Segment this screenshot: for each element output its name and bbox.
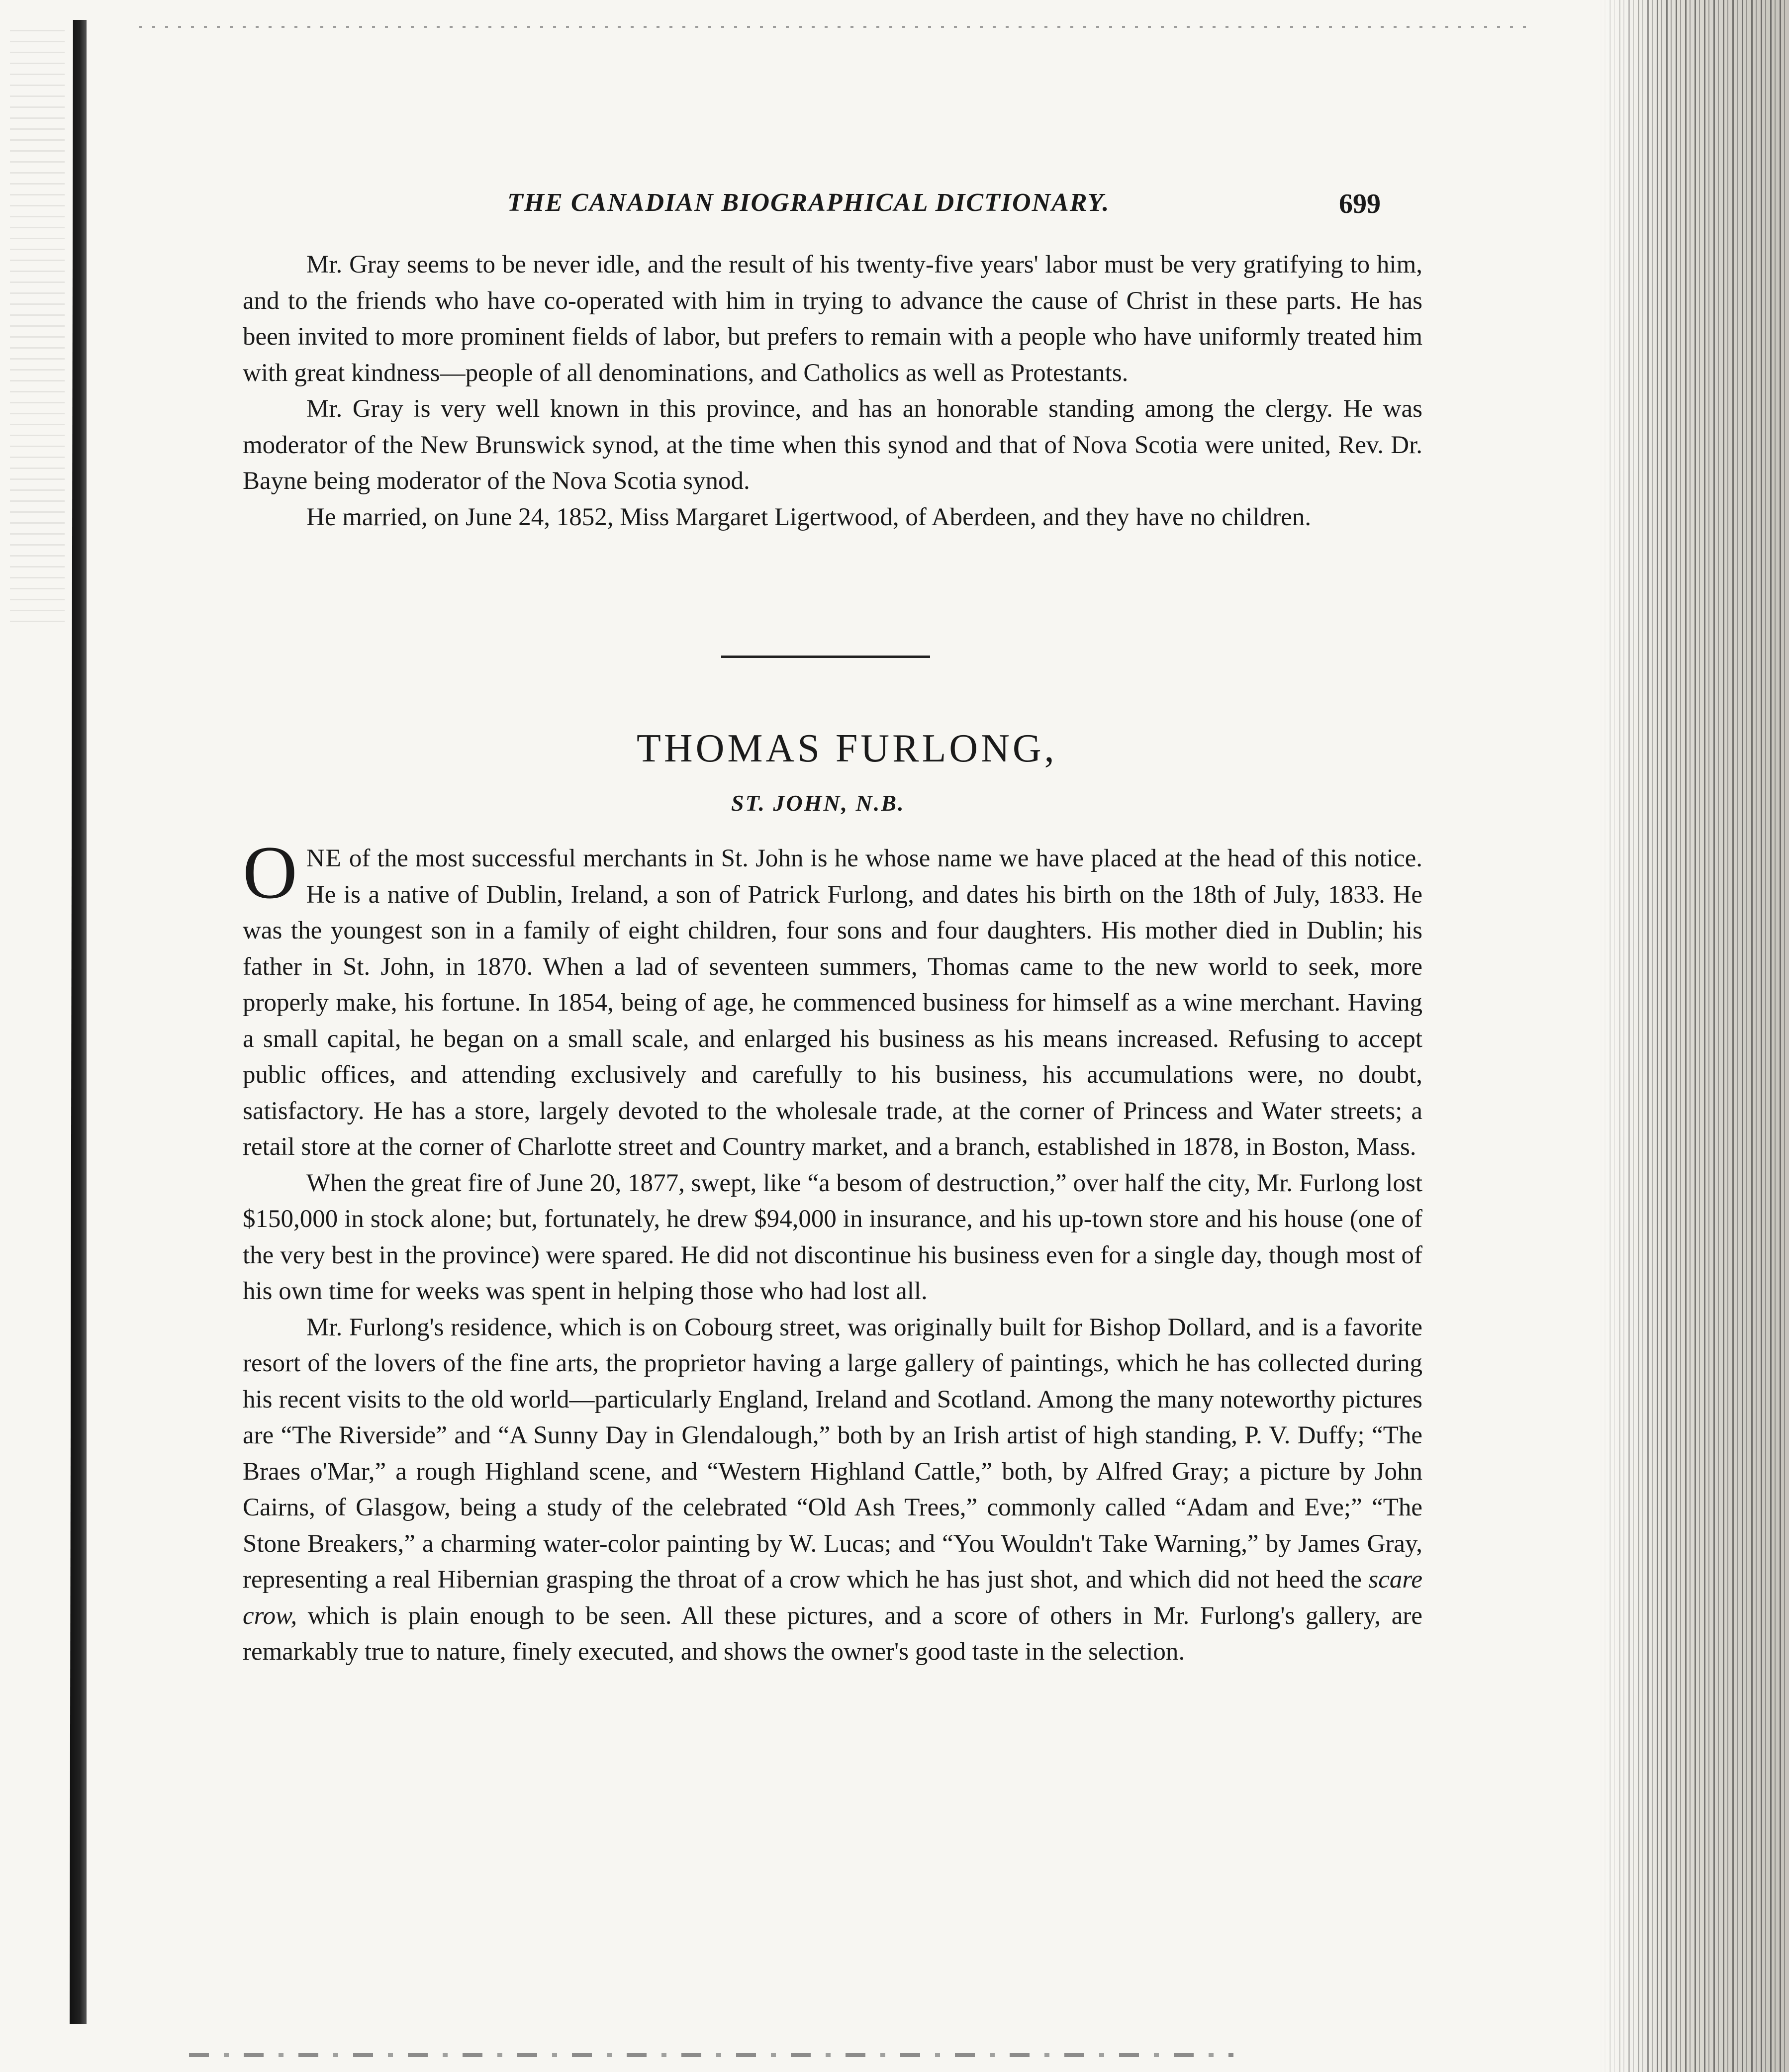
article-location: ST. JOHN, N.B. [731,790,905,816]
page-edge-stack [1600,0,1789,2072]
furlong-paragraph-1 [243,831,1422,1165]
scan-edge-shadow-left [10,30,65,627]
gray-paragraph-2: Mr. Gray is very well known in this province, and has an honorable standing among the clergy. He was moderator of the New Brunswick synod, at the time when this synod and that of Nova Scotia were united, Rev. Dr. Bayne being moderator of the Nova Scotia synod. [243,395,1422,495]
drop-cap: O [243,831,297,914]
gray-paragraph-3: He married, on June 24, 1852, Miss Margaret Ligertwood, of Aberdeen, and they have no children. [306,503,1312,531]
furlong-paragraph-3-text-a: Mr. Furlong's residence, which is on Cobourg street, was originally built for Bishop Dollard, and is a favorite resort of the lovers of the fine arts, the proprietor having a large gallery of paintings, which he has collected during his recent visits to the old world—particularly England, Ireland and Scotland. Among the many noteworthy pictures are “The Riverside” and “A Sunny Day in Glendalough,” both by an Irish artist of high standing, P. V. Duffy; “The Braes o'Mar,” a rough Highland scene, and “Western Highland Cattle,” both, by Alfred Gray; a picture by John Cairns, of Glasgow, being a study of the celebrated “Old Ash Trees,” commonly called “Adam and Eve;” “The Stone Breakers,” a charming water-color painting by W. Lucas; and “You Wouldn't Take Warning,” by James Gray, representing a real Hibernian grasping the throat of a crow which he has just shot, and which did not heed the [243,1313,1422,1594]
furlong-paragraph-1-text: of the most successful merchants in St. John is he whose name we have placed at the head of this notice. He is a native of Dublin, Ireland, a son of Patrick Furlong, and dates his birth on the 18th of July, 1833. He was the youngest son in a family of eight children, four sons and four daughters. His mother died in Dublin; his father in St. John, in 1870. When a lad of seventeen summers, Thomas came to the new world to seek, more properly make, his fortune. In 1854, being of age, he commenced business for himself as a wine merchant. Having a small capital, he began on a small scale, and enlarged his business as his means increased. Refusing to accept public offices, and attending exclusively and carefully to his business, his accumulations were, no doubt, satisfactory. He has a store, largely devoted to the wholesale trade, at the corner of Princess and Water streets; a retail store at the corner of Charlotte street and Country market, and a branch, established in 1878, in Boston, Mass. [243,845,1422,1161]
article-title: THOMAS FURLONG, [637,727,1057,770]
first-word: NE [306,845,342,872]
section-divider [721,656,930,658]
scan-noise-bottom [189,2053,1233,2057]
scan-noise-top [139,26,1532,28]
furlong-paragraph-3-italic: scare crow, [243,1566,1422,1630]
furlong-paragraph-3-text-b: which is plain enough to be seen. All these pictures, and a score of others in Mr. Furlong's gallery, are remarkably true to nature, finely executed, and shows the owner's good taste in the selection. [243,1601,1422,1666]
gray-paragraph-1: Mr. Gray seems to be never idle, and the result of his twenty-five years' labor must be very gratifying to him, and to the friends who have co-operated with him in trying to advance the cause of Christ in these parts. He has been invited to more prominent fields of labor, but prefers to remain with a people who have uniformly treated him with great kindness—people of all denominations, and Catholics as well as Protestants. [243,251,1422,387]
running-head: THE CANADIAN BIOGRAPHICAL DICTIONARY. [507,188,1110,217]
furlong-paragraph-2: When the great fire of June 20, 1877, swept, like “a besom of destruction,” over half the city, Mr. Furlong lost $150,000 in stock alone; but, fortunately, he drew $94,000 in insurance, and his up-town store and his house (one of the very best in the province) were spared. He did not discontinue his business even for a single day, though most of his own time for weeks was spent in helping those who had lost all. [243,1169,1422,1305]
furlong-article [243,831,1422,1670]
furlong-paragraph-3 [243,1310,1422,1670]
binding-shadow [70,20,87,2024]
gray-section [243,247,1422,535]
page-number: 699 [1339,188,1381,219]
